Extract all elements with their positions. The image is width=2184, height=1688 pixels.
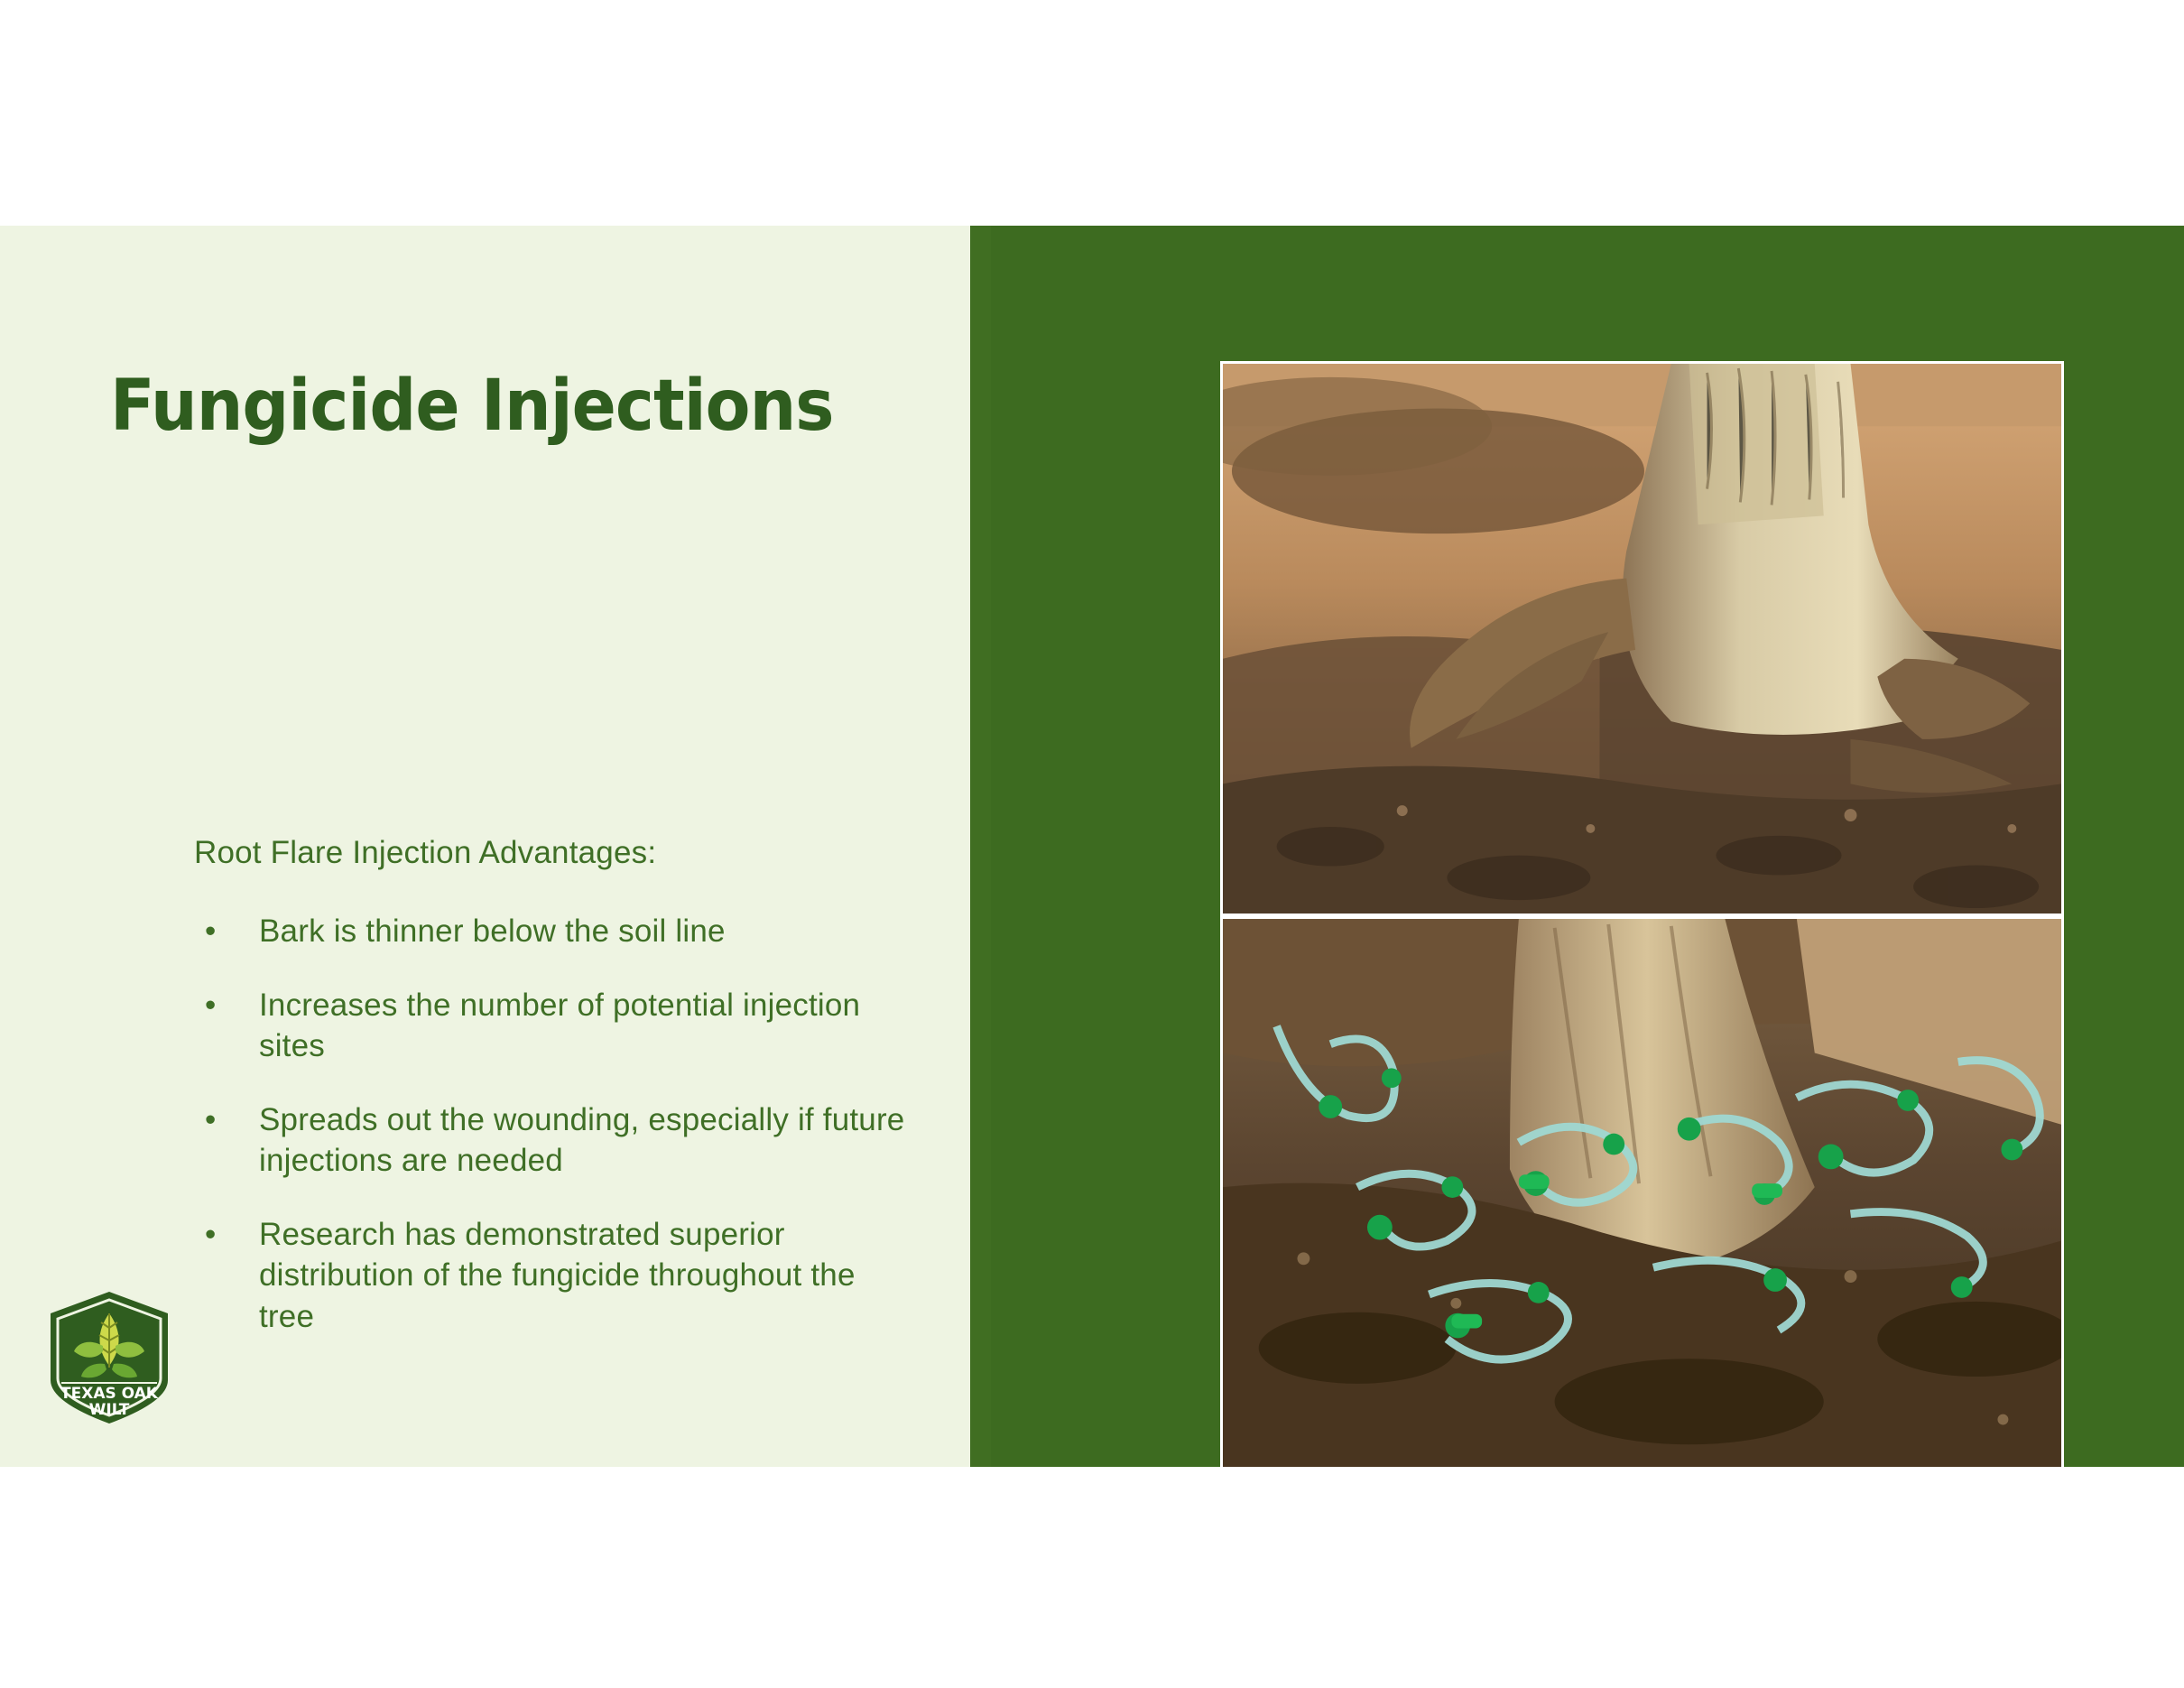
- photo-root-flare-injection-tubes: [1220, 916, 2064, 1467]
- list-item: [194, 1214, 907, 1338]
- list-item-label: Research has demonstrated superior distribution of the fungicide throughout the tree: [259, 1216, 856, 1334]
- svg-text:WILT: WILT: [88, 1401, 130, 1419]
- list-item: [194, 1099, 907, 1182]
- slide: [0, 226, 2184, 1467]
- body-content: [194, 835, 907, 1369]
- texas-oak-wilt-logo: [38, 1286, 180, 1429]
- list-item-label: Spreads out the wounding, especially if future injections are needed: [259, 1101, 905, 1178]
- list-item-label: Increases the number of potential injection sites: [259, 987, 861, 1063]
- photo-stack: [1220, 361, 2064, 1467]
- bullet-marker-icon: •: [205, 914, 217, 949]
- bullet-marker-icon: •: [205, 987, 217, 1023]
- list-item: [194, 985, 907, 1067]
- advantages-list: [194, 911, 907, 1337]
- lead-text: Root Flare Injection Advantages:: [194, 835, 657, 870]
- list-item: [194, 911, 907, 952]
- bullet-marker-icon: •: [205, 1216, 217, 1252]
- bullet-marker-icon: •: [205, 1101, 217, 1137]
- page-title: Fungicide Injections: [110, 366, 834, 447]
- photo-tree-root-flare-exposed: [1220, 361, 2064, 916]
- list-item-label: Bark is thinner below the soil line: [259, 914, 726, 949]
- svg-text:TEXAS OAK: TEXAS OAK: [60, 1385, 158, 1403]
